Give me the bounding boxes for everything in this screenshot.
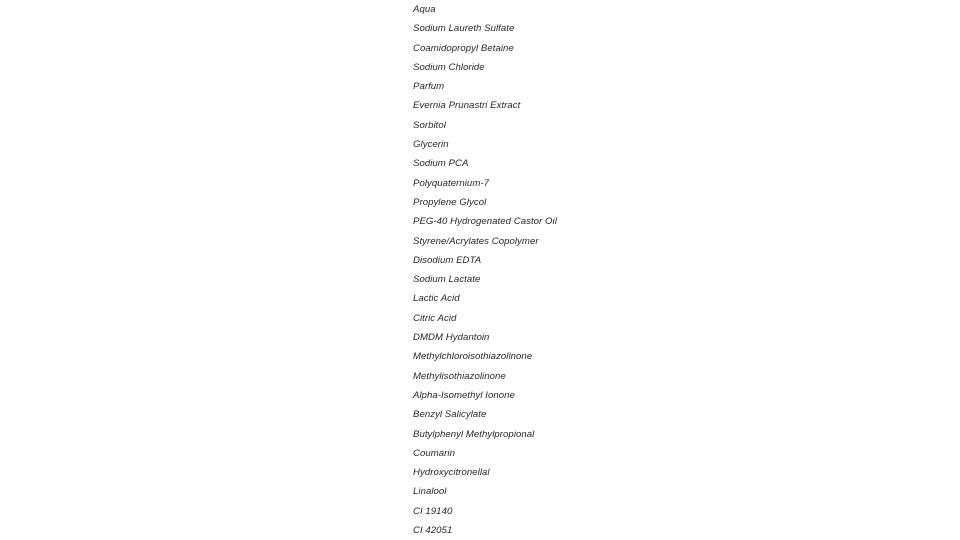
ingredient-item: PEG-40 Hydrogenated Castor Oil — [413, 216, 557, 228]
ingredient-item: Sodium PCA — [413, 158, 469, 170]
ingredient-item: Butylphenyl Methylpropional — [413, 428, 535, 440]
ingredient-item: Citric Acid — [413, 312, 457, 324]
ingredient-item: Propylene Glycol — [413, 196, 487, 208]
ingredient-item: Hydroxycitronellal — [413, 467, 490, 479]
ingredient-item: Parfum — [413, 81, 445, 93]
ingredient-item: Evernia Prunastri Extract — [413, 100, 521, 112]
ingredient-item: CI 42051 — [413, 525, 453, 537]
ingredient-list — [413, 0, 557, 540]
ingredient-item: Alpha-Isomethyl Ionone — [413, 389, 515, 401]
ingredient-item: Polyquaternium-7 — [413, 177, 489, 189]
ingredient-item: Disodium EDTA — [413, 254, 482, 266]
ingredient-item: Sorbitol — [413, 119, 446, 131]
ingredient-item: Sodium Lactate — [413, 274, 481, 286]
ingredient-item: Methylchloroisothiazolinone — [413, 351, 533, 363]
ingredient-item: Coumarin — [413, 447, 455, 459]
ingredient-item: Methylisothiazolinone — [413, 370, 506, 382]
ingredient-item: Glycerin — [413, 139, 449, 151]
ingredient-item: Styrene/Acrylates Copolymer — [413, 235, 539, 247]
ingredient-item: Linalool — [413, 486, 447, 498]
ingredient-item: CI 19140 — [413, 505, 453, 517]
ingredient-item: Sodium Chloride — [413, 61, 485, 73]
ingredient-item: Aqua — [413, 4, 436, 15]
ingredient-item: Benzyl Salicylate — [413, 409, 487, 421]
ingredient-item: Lactic Acid — [413, 293, 460, 305]
ingredient-item: Coamidopropyl Betaine — [413, 42, 514, 54]
ingredient-item: Sodium Laureth Sulfate — [413, 23, 515, 35]
ingredient-item: DMDM Hydantoin — [413, 332, 490, 344]
